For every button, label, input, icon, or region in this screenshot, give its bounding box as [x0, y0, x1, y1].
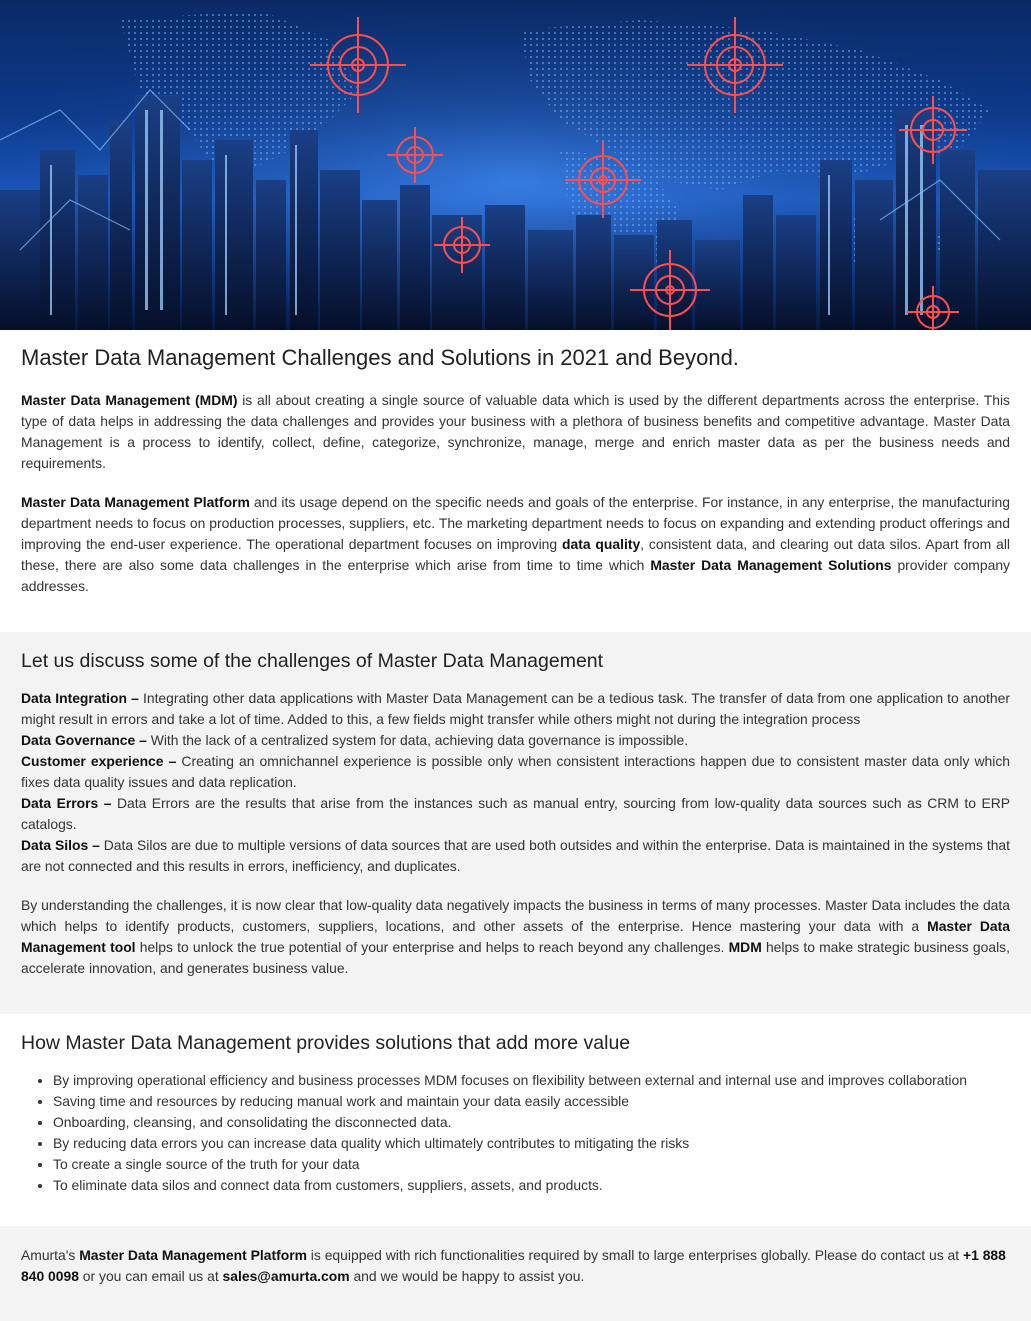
- challenges-list: [21, 688, 1010, 877]
- challenges-summary: By understanding the challenges, it is now clear that low-quality data negatively impacts the business in terms of many processes. Master Data includes the data which helps to identify products, customers, suppliers, locations, and other assets of the enterprise. Hence mastering your data with a Master Data Management tool helps to unlock the true potential of your enterprise and helps to reach beyond any challenges. MDM helps to make strategic business goals, accelerate innovation, and generates business value.: [21, 897, 1011, 976]
- challenge-item: Data Governance – With the lack of a centralized system for data, achieving data governance is impossible.: [21, 732, 689, 748]
- list-item: • To create a single source of the truth for your data: [53, 1154, 1010, 1175]
- intro-section: [0, 330, 1031, 632]
- bold-term: Master Data Management Solutions: [650, 557, 892, 573]
- challenge-item: Customer experience – Creating an omnichannel experience is possible only when consistent interactions happen due to consistent master data only which fixes data quality issues and data replication.: [21, 753, 1010, 790]
- list-item: • By reducing data errors you can increase data quality which ultimately contributes to mitigating the risks: [53, 1133, 1010, 1154]
- list-item: • Onboarding, cleansing, and consolidating the disconnected data.: [53, 1112, 1010, 1133]
- list-item: • To eliminate data silos and connect data from customers, suppliers, assets, and products.: [53, 1175, 1010, 1196]
- intro-paragraph-1: Master Data Management (MDM) is all about creating a single source of valuable data which is used by the different departments across the enterprise. This type of data helps in addressing the data challenges and provides your business with a plethora of business benefits and competitive advantage. Master Data Management is a process to identify, collect, define, categorize, synchronize, manage, merge and enrich master data as per the business needs and requirements.: [21, 392, 1010, 471]
- hero-illustration: [0, 0, 1031, 330]
- bold-term: Master Data Management (MDM): [21, 392, 238, 408]
- list-item: • Saving time and resources by reducing manual work and maintain your data easily accessible: [53, 1091, 1010, 1112]
- solutions-list: [21, 1070, 1010, 1196]
- bold-term: Master Data Management Platform: [79, 1247, 307, 1263]
- challenge-item: Data Errors – Data Errors are the results that arise from the instances such as manual entry, sourcing from low-quality data sources such as CRM to ERP catalogs.: [21, 795, 1010, 832]
- list-item: • By improving operational efficiency and business processes MDM focuses on flexibility between external and internal use and improves collaboration: [53, 1070, 1010, 1091]
- intro-paragraph-2: Master Data Management Platform and its usage depend on the specific needs and goals of the enterprise. For instance, in any enterprise, the manufacturing department needs to focus on production processes, suppliers, etc. The marketing department needs to focus on expanding and extending product offerings and improving the end-user experience. The operational department focuses on improving data quality, consistent data, and clearing out data silos. Apart from all these, there are also some data challenges in the enterprise which arise from time to time which Master Data Management Solutions provider company addresses.: [21, 494, 1010, 594]
- challenges-section: [0, 632, 1031, 1014]
- page-title: Master Data Management Challenges and Solutions in 2021 and Beyond.: [21, 345, 739, 370]
- challenges-heading: Let us discuss some of the challenges of Master Data Management: [21, 650, 604, 672]
- solutions-heading: How Master Data Management provides solutions that add more value: [21, 1032, 631, 1054]
- bold-term: Master Data Management Platform: [21, 494, 250, 510]
- bold-term: MDM: [728, 939, 762, 955]
- phone-number[interactable]: +1 888 840 0098: [21, 1247, 1006, 1284]
- challenge-item: Data Silos – Data Silos are due to multiple versions of data sources that are used both outsides and within the enterprise. Data is maintained in the systems that are not connected and this results in errors, inefficiency, and duplicates.: [21, 837, 1011, 874]
- bold-term: data quality: [561, 536, 641, 552]
- contact-paragraph: Amurta's Master Data Management Platform is equipped with rich functionalities required by small to large enterprises globally. Please do contact us at +1 888 840 0098 or you can email us at sales@amurta.com and we would be happy to assist you.: [21, 1247, 1006, 1284]
- contact-section: [0, 1226, 1031, 1321]
- bold-term: Master Data Management tool: [21, 918, 1011, 955]
- solutions-section: [0, 1014, 1031, 1226]
- email-link[interactable]: sales@amurta.com: [222, 1268, 350, 1284]
- challenge-item: Data Integration – Integrating other data applications with Master Data Management can be a tedious task. The transfer of data from one application to another might result in errors and take a lot of time. Added to this, a few fields might transfer while others might not during the integration process: [21, 690, 1010, 727]
- hero-image: [0, 0, 1031, 330]
